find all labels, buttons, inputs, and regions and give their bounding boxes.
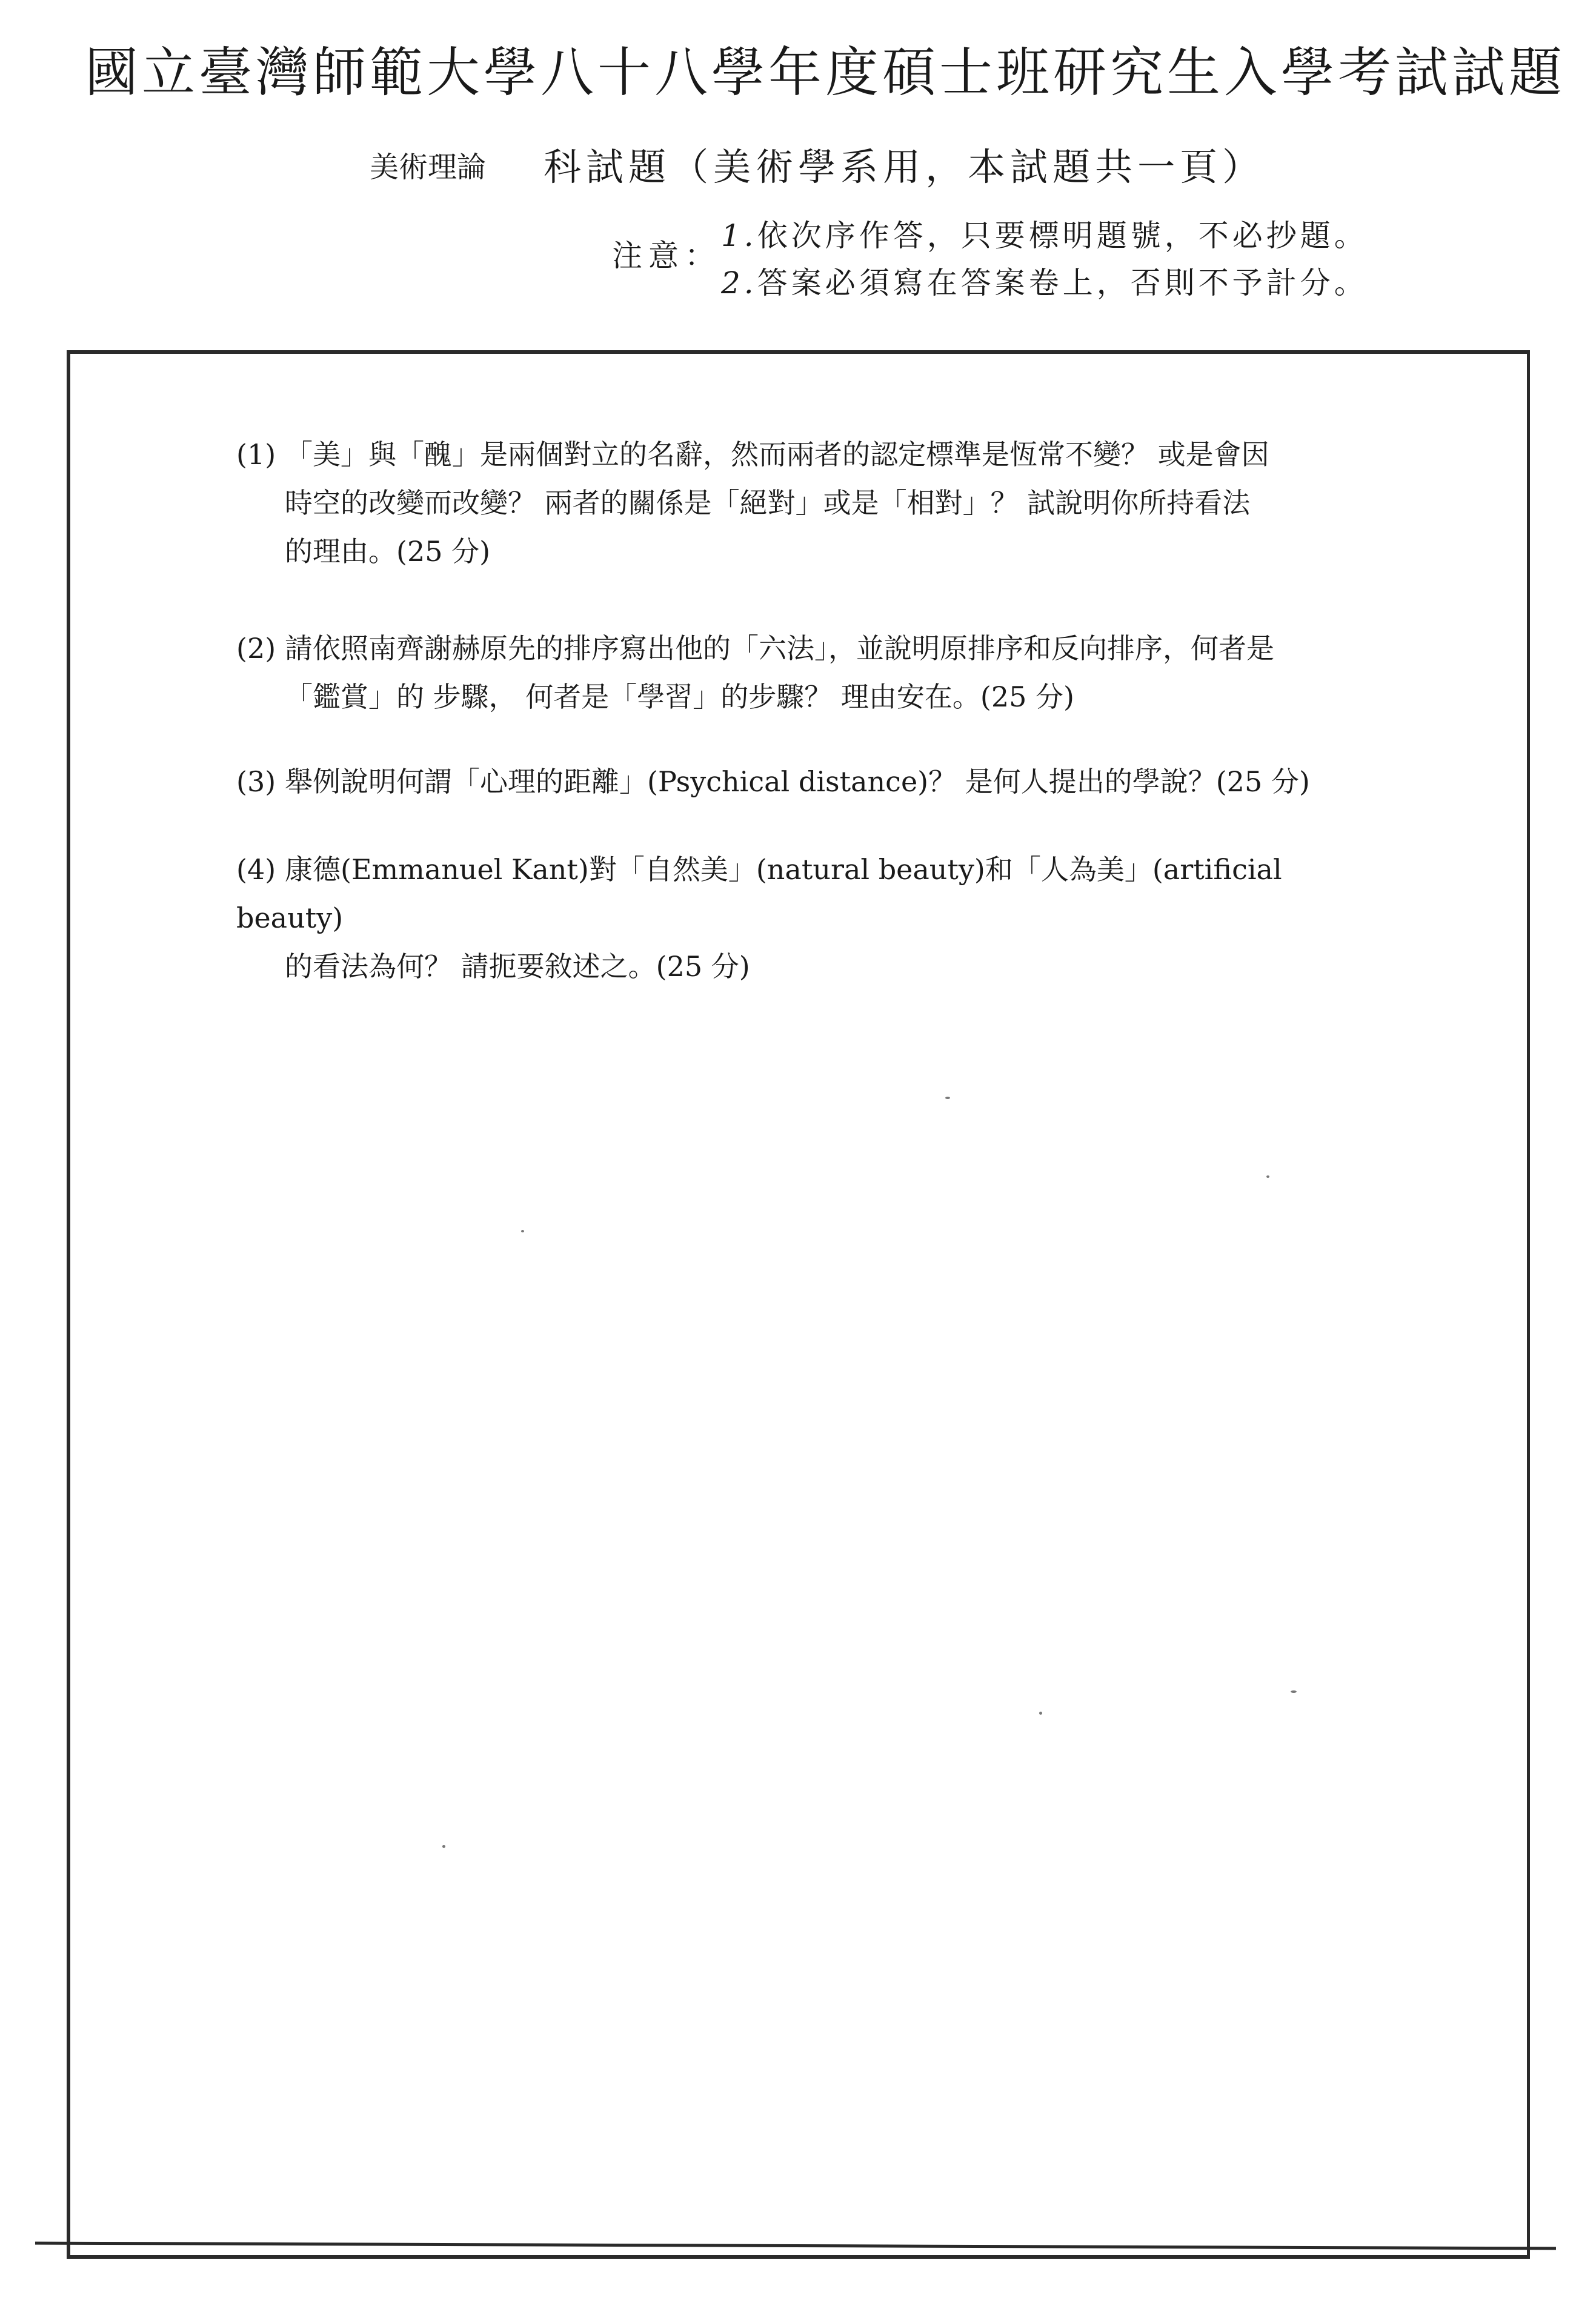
question-line — [236, 845, 1357, 942]
subject-description: 科試題（美術學系用，本試題共一頁） — [544, 144, 1265, 189]
question-text: 舉例說明何謂「心理的距離」(Psychical distance)？ 是何人提出的學說？(25 分) — [285, 765, 1310, 798]
note-text: 答案必須寫在答案卷上，否則不予計分。 — [757, 265, 1368, 301]
scan-speck — [945, 1097, 950, 1099]
scan-speck — [1266, 1175, 1269, 1178]
question-text: 「鑑賞」的 步驟， 何者是「學習」的步驟？ 理由安在。(25 分) — [285, 680, 1074, 713]
question-1 — [236, 430, 1357, 576]
notes-label: 注意： — [612, 238, 721, 273]
scan-speck — [1291, 1690, 1297, 1693]
question-text: 請依照南齊謝赫原先的排序寫出他的「六法」，並說明原排序和反向排序，何者是 — [285, 632, 1274, 665]
question-text: 的看法為何？ 請扼要敘述之。(25 分) — [285, 950, 750, 983]
scan-speck — [442, 1845, 445, 1848]
exam-title: 國立臺灣師範大學八十八學年度碩士班研究生入學考試試題 — [85, 41, 1566, 104]
note-item — [721, 259, 1368, 307]
question-text: 「美」與「醜」是兩個對立的名辭，然而兩者的認定標準是恆常不變？ 或是會因 — [285, 438, 1269, 471]
note-number: 1. — [721, 218, 757, 253]
question-text: 康德(Emmanuel Kant)對「自然美」(natural beauty)和「人為美」(artificial beauty) — [236, 853, 1309, 934]
scan-speck — [521, 1230, 524, 1232]
question-2 — [236, 624, 1357, 721]
question-4 — [236, 845, 1357, 991]
question-text: 時空的改變而改變？ 兩者的關係是「絕對」或是「相對」？ 試說明你所持看法 — [285, 487, 1251, 519]
notes-list — [721, 212, 1368, 307]
question-number: (1) — [236, 438, 276, 471]
note-number: 2. — [721, 265, 757, 301]
question-number: (2) — [236, 632, 276, 665]
note-text: 依次序作答，只要標明題號，不必抄題。 — [757, 218, 1368, 253]
subject-line — [370, 130, 1265, 204]
question-text: 的理由。(25 分) — [285, 535, 491, 568]
subject-name: 美術理論 — [370, 150, 487, 184]
question-3 — [236, 757, 1357, 806]
note-item — [721, 212, 1368, 259]
question-line — [236, 430, 1357, 479]
question-number: (3) — [236, 765, 276, 798]
question-number: (4) — [236, 853, 276, 886]
scan-speck — [1039, 1712, 1042, 1715]
question-line — [236, 757, 1357, 806]
question-line — [236, 624, 1357, 673]
